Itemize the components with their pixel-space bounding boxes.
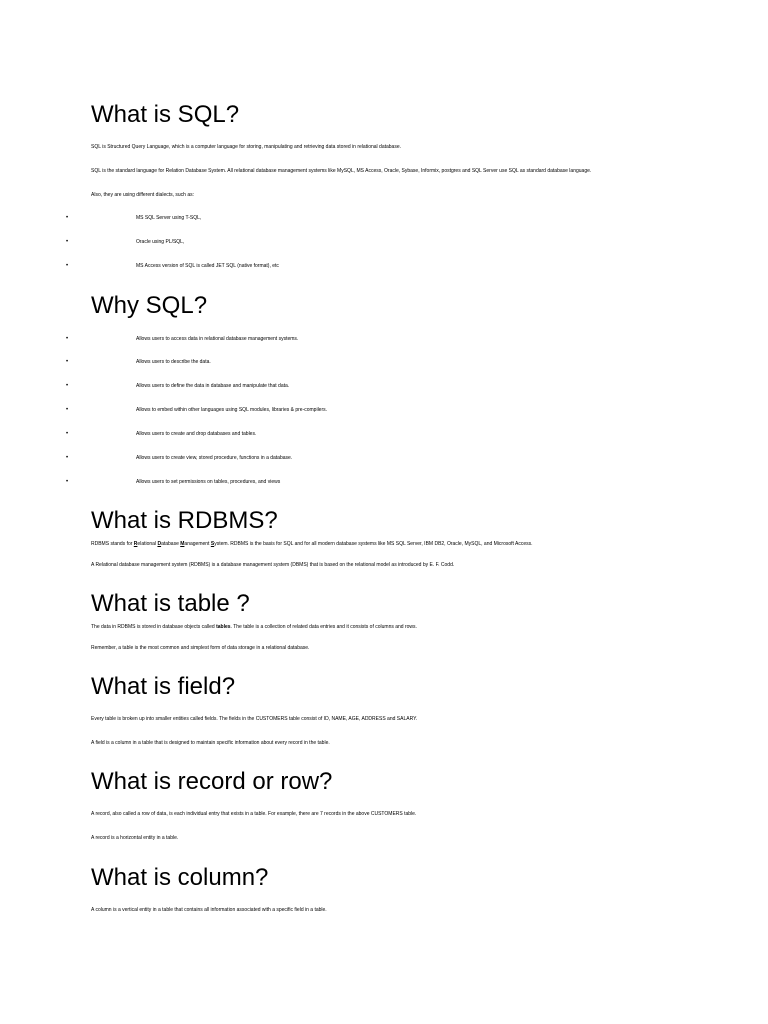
table-text: The data in RDBMS is stored in database objects called bbox=[91, 624, 217, 630]
rdbms-text: anagement bbox=[184, 541, 211, 547]
heading-what-is-column: What is column? bbox=[91, 864, 269, 891]
rdbms-letter-d: D bbox=[157, 541, 162, 547]
record-paragraph-2: A record is a horizontal entity in a table. bbox=[91, 835, 179, 841]
bullet-icon: • bbox=[66, 336, 69, 342]
list-item-text: Allows users to access data in relational database management systems. bbox=[136, 336, 299, 342]
rdbms-text: ystem. RDBMS is the basis for SQL and for all modern database systems like MS SQL Server, IBM DB2, Oracle, MySQL, and Microsoft Access. bbox=[214, 541, 533, 547]
list-item-text: Allows users to create view, stored procedure, functions in a database. bbox=[136, 455, 293, 461]
sql-paragraph-2: SQL is the standard language for Relation Database System. All relational database management systems like MySQL, MS Access, Oracle, Sybase, Informix, postgres and SQL Server use SQL as standard database language. bbox=[91, 168, 592, 174]
heading-what-is-rdbms: What is RDBMS? bbox=[91, 507, 278, 534]
rdbms-letter-m: M bbox=[180, 541, 185, 547]
record-paragraph-1: A record, also called a row of data, is each individual entry that exists in a table. For example, there are 7 records in the above CUSTOMERS table. bbox=[91, 811, 417, 817]
rdbms-letter-s: S bbox=[210, 541, 215, 547]
bullet-icon: • bbox=[66, 263, 69, 269]
bullet-icon: • bbox=[66, 359, 69, 365]
bullet-icon: • bbox=[66, 455, 69, 461]
bullet-icon: • bbox=[66, 479, 69, 485]
table-paragraph-1 bbox=[91, 624, 417, 631]
rdbms-text: atabase bbox=[161, 541, 181, 547]
list-item-text: Allows users to describe the data. bbox=[136, 359, 211, 365]
rdbms-paragraph-2: A Relational database management system (RDBMS) is a database management system (DBMS) that is based on the relational model as introduced by E. F. Codd. bbox=[91, 562, 455, 568]
heading-why-sql: Why SQL? bbox=[91, 292, 208, 319]
rdbms-letter-r: R bbox=[133, 541, 138, 547]
heading-what-is-record: What is record or row? bbox=[91, 768, 333, 795]
column-paragraph-1: A column is a vertical entity in a table that contains all information associated with a specific field in a table. bbox=[91, 907, 327, 913]
bullet-icon: • bbox=[66, 215, 69, 221]
sql-paragraph-3: Also, they are using different dialects, such as: bbox=[91, 192, 195, 198]
list-item-text: Oracle using PL/SQL, bbox=[136, 239, 185, 245]
list-item-text: Allows to embed within other languages using SQL modules, libraries & pre-compilers. bbox=[136, 407, 328, 413]
heading-what-is-table: What is table ? bbox=[91, 590, 250, 617]
list-item-text: MS SQL Server using T-SQL, bbox=[136, 215, 202, 221]
list-item-text: Allows users to create and drop databases and tables. bbox=[136, 431, 257, 437]
rdbms-text: elational bbox=[137, 541, 158, 547]
rdbms-text: RDBMS stands for bbox=[91, 541, 134, 547]
table-paragraph-2: Remember, a table is the most common and simplest form of data storage in a relational database. bbox=[91, 645, 310, 651]
list-item-text: Allows users to define the data in database and manipulate that data. bbox=[136, 383, 290, 389]
heading-what-is-field: What is field? bbox=[91, 673, 236, 700]
heading-what-is-sql: What is SQL? bbox=[91, 101, 240, 128]
bullet-icon: • bbox=[66, 407, 69, 413]
list-item-text: Allows users to set permissions on tables, procedures, and views bbox=[136, 479, 281, 485]
table-text: . The table is a collection of related data entries and it consists of columns and rows. bbox=[230, 624, 417, 630]
bullet-icon: • bbox=[66, 431, 69, 437]
rdbms-paragraph-1 bbox=[91, 541, 533, 548]
field-paragraph-1: Every table is broken up into smaller entities called fields. The fields in the CUSTOMERS table consist of ID, NAME, AGE, ADDRESS and SALARY. bbox=[91, 716, 418, 722]
sql-paragraph-1: SQL is Structured Query Language, which is a computer language for storing, manipulating and retrieving data stored in relational database. bbox=[91, 144, 401, 150]
bullet-icon: • bbox=[66, 239, 69, 245]
list-item-text: MS Access version of SQL is called JET SQL (native format), etc bbox=[136, 263, 279, 269]
field-paragraph-2: A field is a column in a table that is designed to maintain specific information about every record in the table. bbox=[91, 740, 330, 746]
table-bold-word: tables bbox=[216, 624, 231, 630]
bullet-icon: • bbox=[66, 383, 69, 389]
